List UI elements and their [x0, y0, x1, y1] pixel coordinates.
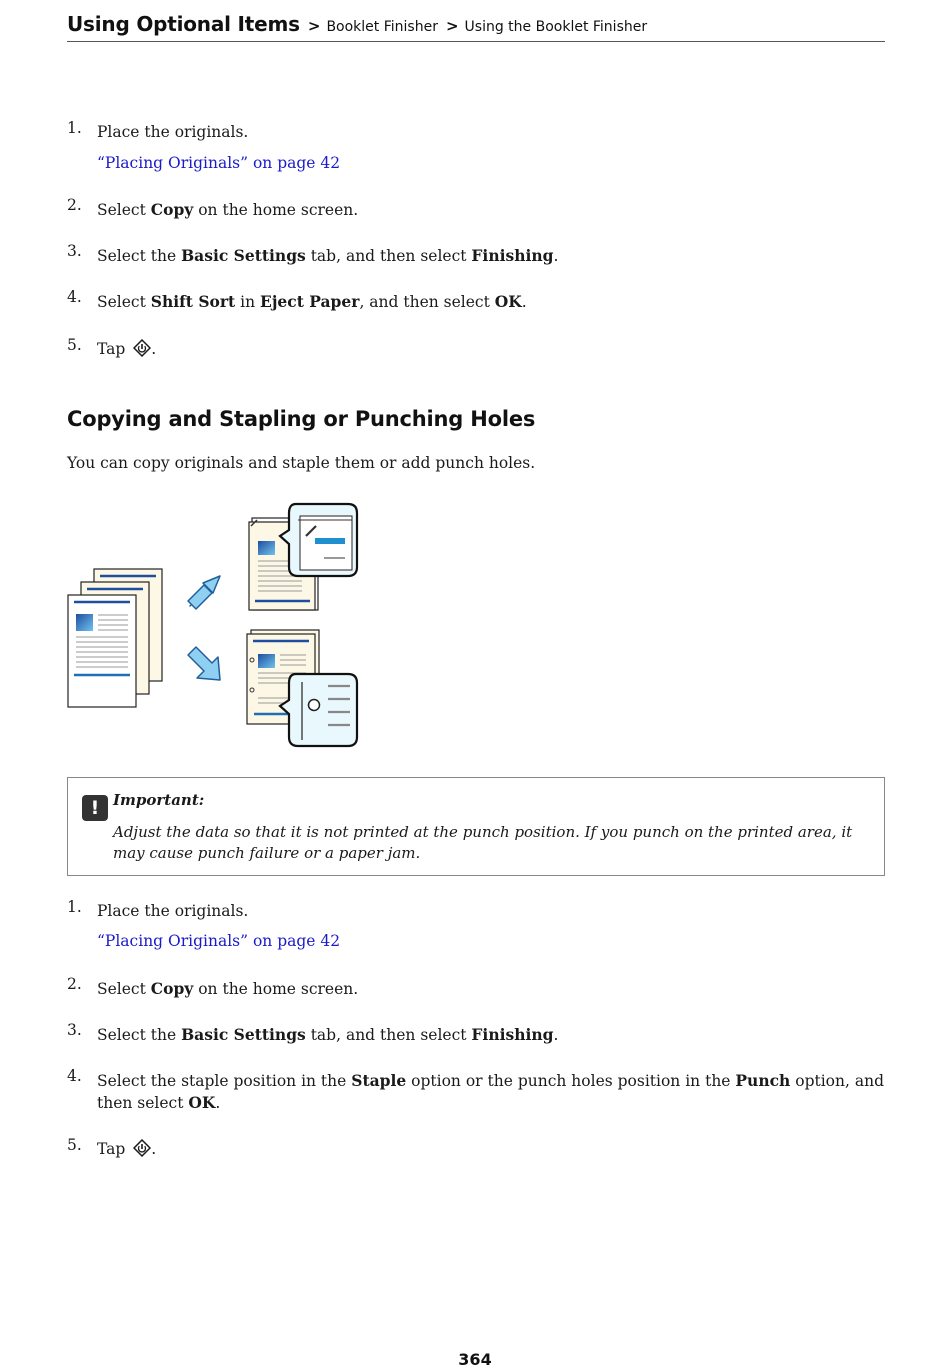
notice-body: Adjust the data so that it is not printed at the punch position. If you punch on the printed area, it may cause punch failure or a paper jam. [113, 823, 853, 862]
warning-icon: ! [82, 795, 108, 821]
step-number: 1. [67, 119, 82, 137]
step-text: Place the originals. [97, 123, 249, 141]
breadcrumb-separator: > [307, 17, 321, 35]
step-number: 2. [67, 196, 82, 214]
placing-originals-link[interactable]: “Placing Originals” on page 42 [97, 932, 341, 950]
step-number: 1. [67, 898, 82, 916]
page-header [67, 12, 885, 42]
finishing-illustration [62, 500, 372, 756]
step-number: 2. [67, 975, 82, 993]
step-number: 4. [67, 1067, 82, 1085]
placing-originals-link[interactable]: “Placing Originals” on page 42 [97, 154, 341, 172]
step-text: Select Copy on the home screen. [97, 200, 359, 219]
section-title: Copying and Stapling or Punching Holes [67, 407, 536, 431]
step-text: Select the Basic Settings tab, and then select Finishing. [97, 246, 559, 265]
breadcrumb-item: Booklet Finisher [326, 19, 438, 35]
breadcrumb-separator: > [445, 17, 459, 35]
notice-title: Important: [113, 791, 205, 809]
page-number: 364 [458, 1350, 492, 1369]
step-number: 4. [67, 288, 82, 306]
important-notice [67, 777, 885, 876]
step-text: Place the originals. [97, 902, 249, 920]
step-number: 3. [67, 1021, 82, 1039]
start-button-icon [133, 339, 151, 363]
step-text: Tap . [97, 1139, 885, 1163]
step-text: Select Shift Sort in Eject Paper, and then select OK. [97, 292, 527, 311]
breadcrumb-item: Using the Booklet Finisher [464, 19, 648, 35]
start-button-icon [133, 1139, 151, 1163]
arrow-up-right-icon [188, 576, 220, 609]
punched-document-icon [247, 630, 357, 746]
step-text: Select the Basic Settings tab, and then select Finishing. [97, 1025, 559, 1044]
stapled-document-icon [249, 504, 357, 610]
step-number: 3. [67, 242, 82, 260]
original-documents-icon [68, 569, 162, 707]
step-text: Select Copy on the home screen. [97, 979, 359, 998]
step-text: Tap . [97, 339, 885, 363]
breadcrumb-section: Using Optional Items [67, 12, 300, 36]
step-number: 5. [67, 336, 82, 354]
arrow-down-right-icon [188, 647, 220, 680]
step-number: 5. [67, 1136, 82, 1154]
step-text: Select the staple position in the Staple option or the punch holes position in the Punch option, and then select OK. [97, 1071, 884, 1112]
section-intro: You can copy originals and staple them or add punch holes. [67, 454, 536, 472]
